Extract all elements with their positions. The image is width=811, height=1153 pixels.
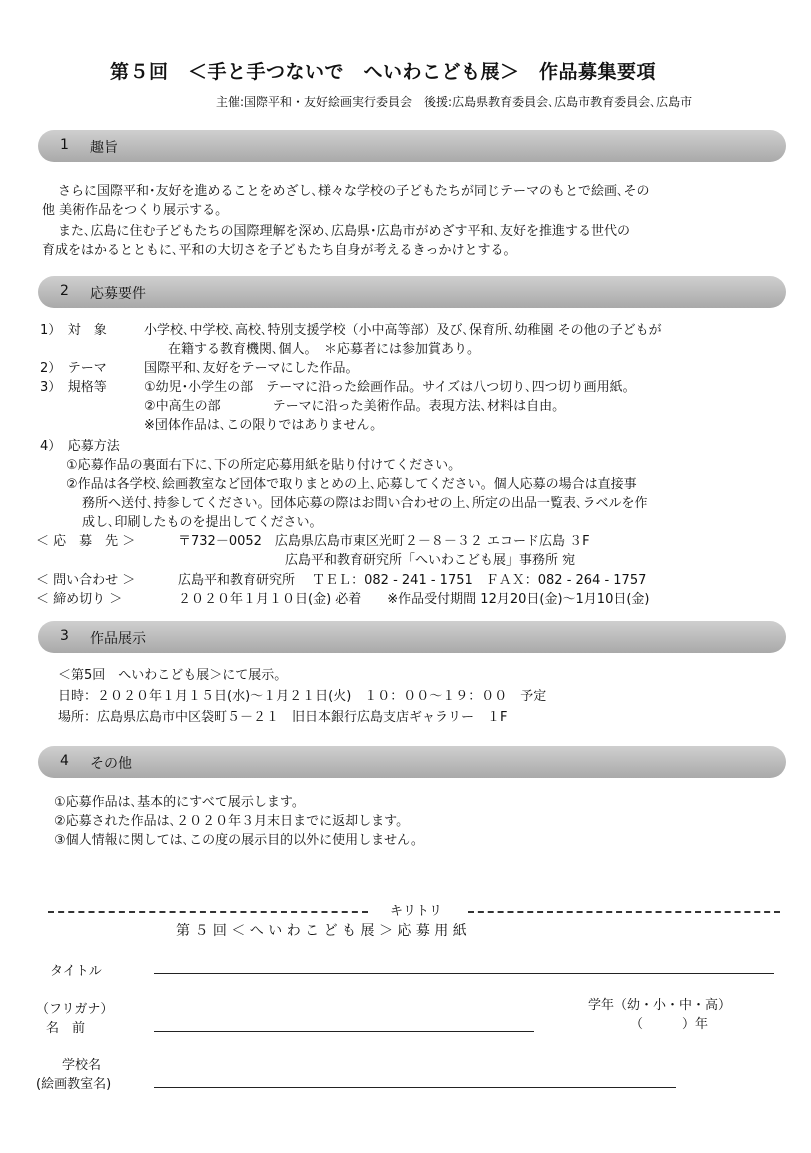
other-line-2: ②応募された作品は､２０２０年３月末日までに返却します。 <box>54 814 410 829</box>
spec-line-2: ②中高生の部 テーマに沿った美術作品。表現方法､材料は自由。 <box>144 399 566 414</box>
section-1-header <box>38 130 786 162</box>
method-line-1: ①応募作品の裏面右下に､下の所定応募用紙を貼り付けてください。 <box>66 458 462 473</box>
section-1-number: 1 <box>60 137 69 153</box>
destination-label: ＜ 応 募 先 ＞ <box>36 534 136 549</box>
cut-line-left <box>48 911 368 913</box>
contact-text: 広島平和教育研究所 ＴＥＬ：082 - 241 - 1751 ＦＡＸ：082 - 264 - 1757 <box>178 573 647 588</box>
method-line-4: 成し､印刷したものを提出してください。 <box>82 515 323 530</box>
method-line-3: 務所へ送付､持参してください。団体応募の際はお問い合わせの上､所定の出品一覧表､ラベルを作 <box>82 496 648 511</box>
section-4-number: 4 <box>60 753 69 769</box>
destination-office: 広島平和教育研究所「へいわこども展」事務所 宛 <box>285 553 576 568</box>
target-label: 1） 対 象 <box>40 323 107 338</box>
furigana-label: （フリガナ） <box>36 1002 114 1017</box>
exhibition-place: 場所：広島県広島市中区袋町５－２１ 旧日本銀行広島支店ギャラリー １F <box>58 710 508 725</box>
purpose-line-2: 他 美術作品をつくり展示する。 <box>42 203 229 218</box>
name-field-label: 名 前 <box>46 1021 86 1036</box>
spec-label: 3） 規格等 <box>40 380 107 395</box>
section-3-title: 作品展示 <box>90 631 146 647</box>
exhibition-date: 日時：２０２０年１月１５日(水)～１月２１日(火) １０：００～１９：００ 予定 <box>58 689 547 704</box>
grade-blank: （ ）年 <box>630 1017 709 1032</box>
theme-text: 国際平和､友好をテーマにした作品。 <box>144 361 359 376</box>
purpose-line-4: 育成をはかるとともに､平和の大切さを子どもたち自身が考えるきっかけとする。 <box>42 243 517 258</box>
deadline-label: ＜ 締め切り ＞ <box>36 592 123 607</box>
title-field-line <box>154 973 774 974</box>
page-title: 第５回 ＜手と手つないで へいわこども展＞ 作品募集要項 <box>110 61 657 83</box>
destination-address: 〒732－0052 広島県広島市東区光町２－８－３２ エコード広島 ３F <box>178 534 590 549</box>
form-title: 第 ５ 回 ＜ へ い わ こ ど も 展 ＞ 応 募 用 紙 <box>176 923 467 939</box>
spec-line-1: ①幼児･小学生の部 テーマに沿った絵画作品。サイズは八つ切り､四つ切り画用紙。 <box>144 380 636 395</box>
section-3-number: 3 <box>60 628 69 644</box>
cut-line-right <box>468 911 780 913</box>
other-line-1: ①応募作品は､基本的にすべて展示します。 <box>54 795 305 810</box>
deadline-text: ２０２０年１月１０日(金) 必着 ※作品受付期間 12月20日(金)～1月10日(金) <box>178 592 650 607</box>
section-3-header <box>38 621 786 653</box>
school-field-sublabel: (絵画教室名) <box>36 1077 112 1092</box>
exhibition-line-1: ＜第5回 へいわこども展＞にて展示。 <box>58 668 288 683</box>
section-1-title: 趣旨 <box>90 140 118 156</box>
method-line-2: ②作品は各学校､絵画教室など団体で取りまとめの上､応募してください。個人応募の場合は直接事 <box>66 477 637 492</box>
contact-label: ＜ 問い合わせ ＞ <box>36 573 136 588</box>
purpose-line-3: また､広島に住む子どもたちの国際理解を深め､広島県･広島市がめざす平和､友好を推進する世代の <box>58 224 631 239</box>
school-field-label: 学校名 <box>62 1058 102 1073</box>
method-label: 4） 応募方法 <box>40 439 120 454</box>
theme-label: 2） テーマ <box>40 361 107 376</box>
school-field-line <box>154 1087 676 1088</box>
name-field-line <box>154 1031 534 1032</box>
target-line-2: 在籍する教育機関､個人。 ＊応募者には参加賞あり。 <box>168 342 481 357</box>
spec-line-3: ※団体作品は､この限りではありません。 <box>144 418 384 433</box>
section-2-title: 応募要件 <box>90 286 146 302</box>
section-4-header <box>38 746 786 778</box>
title-field-label: タイトル <box>50 964 102 979</box>
section-2-header <box>38 276 786 308</box>
target-line-1: 小学校､中学校､高校､特別支援学校（小中高等部）及び､保育所､幼稚園 その他の子どもが <box>144 323 662 338</box>
cut-label: キリトリ <box>390 904 443 919</box>
other-line-3: ③個人情報に関しては､この度の展示目的以外に使用しません。 <box>54 833 424 848</box>
section-2-number: 2 <box>60 283 69 299</box>
purpose-line-1: さらに国際平和･友好を進めることをめざし､様々な学校の子どもたちが同じテーマのもとで絵画､その <box>58 184 650 199</box>
grade-label: 学年（幼・小・中・高） <box>588 998 732 1013</box>
section-4-title: その他 <box>90 756 132 772</box>
sponsors: 主催:国際平和・友好絵画実行委員会 後援:広島県教育委員会､広島市教育委員会､広島市 <box>216 95 693 109</box>
